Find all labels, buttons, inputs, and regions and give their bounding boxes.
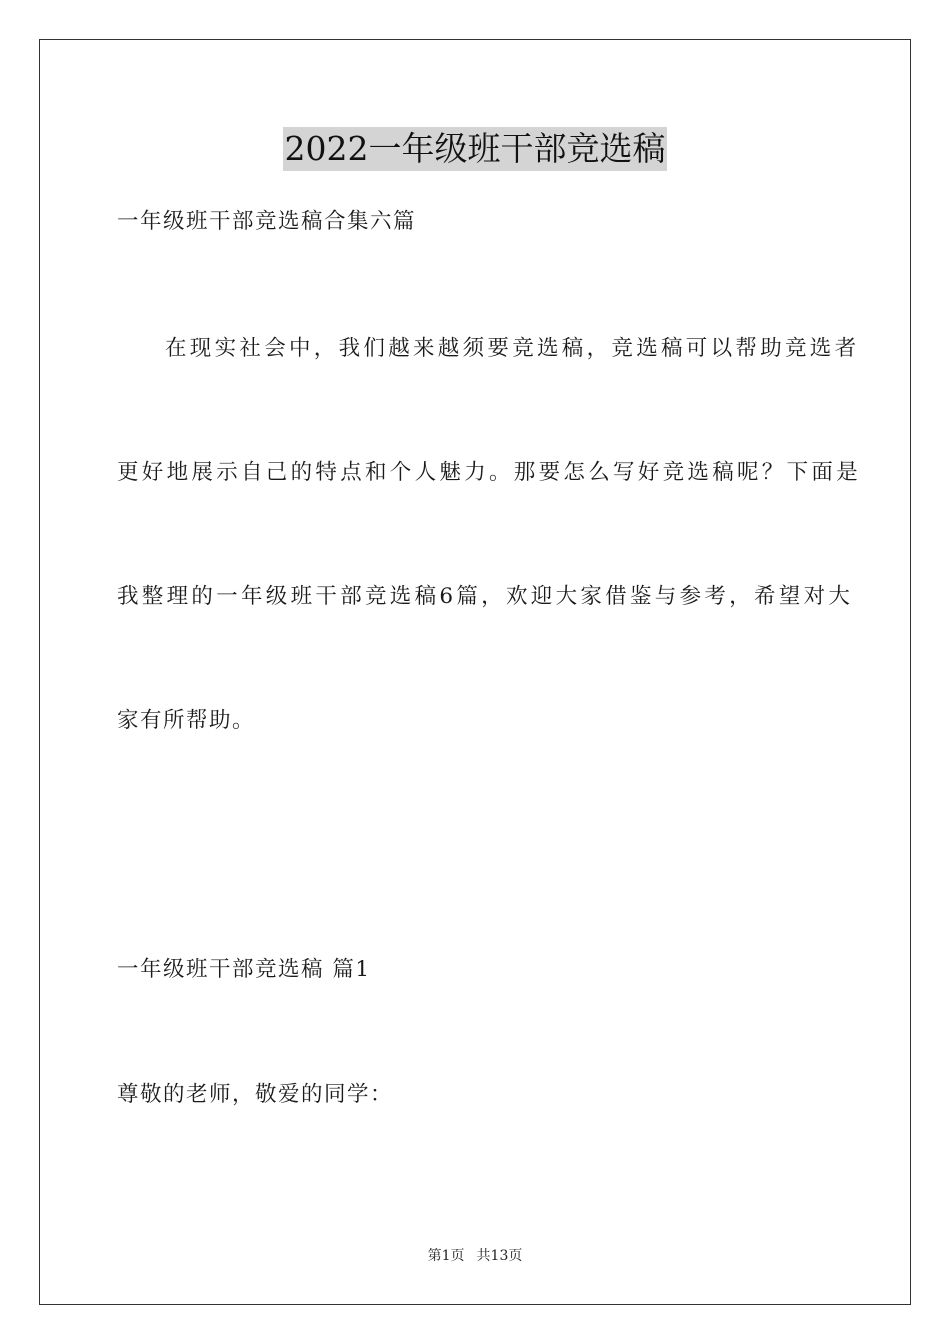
intro-line-1: 在现实社会中，我们越来越须要竞选稿，竞选稿可以帮助竞选者 bbox=[165, 336, 860, 361]
section-heading: 一年级班干部竞选稿 篇1 bbox=[117, 957, 371, 982]
page-number: 第1页 bbox=[427, 1248, 465, 1264]
intro-line-3: 我整理的一年级班干部竞选稿6篇，欢迎大家借鉴与参考，希望对大 bbox=[117, 584, 854, 609]
title-container bbox=[0, 127, 950, 171]
document-title: 2022一年级班干部竞选稿 bbox=[283, 127, 668, 171]
document-subtitle: 一年级班干部竞选稿合集六篇 bbox=[117, 209, 417, 234]
intro-line-4: 家有所帮助。 bbox=[117, 708, 256, 733]
page-total: 共13页 bbox=[476, 1248, 523, 1264]
salutation: 尊敬的老师，敬爱的同学： bbox=[117, 1082, 394, 1107]
intro-line-2: 更好地展示自己的特点和个人魅力。那要怎么写好竞选稿呢？下面是 bbox=[117, 460, 862, 485]
page-footer bbox=[0, 1246, 950, 1266]
